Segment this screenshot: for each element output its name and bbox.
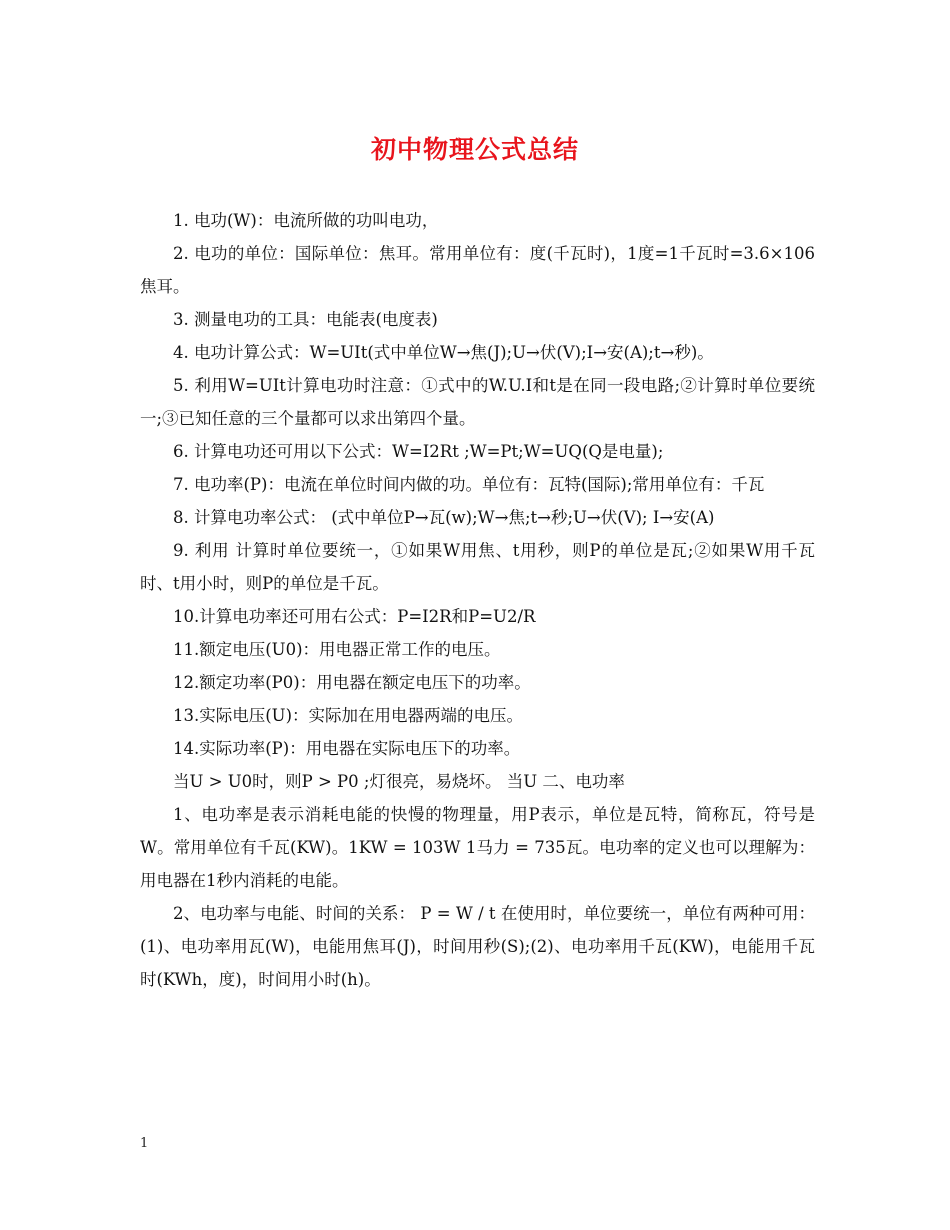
paragraph-5: 5. 利用W=UIt计算电功时注意：①式中的W.U.I和t是在同一段电路;②计算时单位要统一;③已知任意的三个量都可以求出第四个量。 — [140, 376, 815, 428]
paragraph-8: 8. 计算电功率公式： (式中单位P→瓦(w);W→焦;t→秒;U→伏(V); I→安(A) — [173, 508, 715, 527]
paragraph-10: 10.计算电功率还可用右公式：P=I2R和P=U2/R — [173, 607, 536, 626]
paragraph-13: 13.实际电压(U)：实际加在用电器两端的电压。 — [173, 706, 524, 725]
paragraph-7: 7. 电功率(P)：电流在单位时间内做的功。单位有：瓦特(国际);常用单位有：千瓦 — [173, 475, 765, 494]
page-number: 1 — [140, 1136, 149, 1151]
paragraph-11: 11.额定电压(U0)：用电器正常工作的电压。 — [173, 640, 501, 659]
paragraph-3: 3. 测量电功的工具：电能表(电度表) — [173, 310, 438, 329]
paragraph-2: 2. 电功的单位：国际单位：焦耳。常用单位有：度(千瓦时)，1度=1千瓦时=3.6×106焦耳。 — [140, 244, 815, 296]
paragraph-17: 2、电功率与电能、时间的关系： P = W / t 在使用时，单位要统一，单位有两种可用：(1)、电功率用瓦(W)，电能用焦耳(J)，时间用秒(S);(2)、电功率用千瓦(KW)，电能用千瓦时(KWh，度)，时间用小时(h)。 — [140, 904, 815, 989]
paragraph-6: 6. 计算电功还可用以下公式：W=I2Rt ;W=Pt;W=UQ(Q是电量); — [173, 442, 664, 461]
document-title: 初中物理公式总结 — [370, 135, 579, 164]
paragraph-4: 4. 电功计算公式：W=UIt(式中单位W→焦(J);U→伏(V);I→安(A);t→秒)。 — [173, 343, 714, 362]
paragraph-9: 9. 利用 计算时单位要统一，①如果W用焦、t用秒，则P的单位是瓦;②如果W用千瓦时、t用小时，则P的单位是千瓦。 — [140, 541, 815, 593]
paragraph-14: 14.实际功率(P)：用电器在实际电压下的功率。 — [173, 739, 521, 758]
paragraph-1: 1. 电功(W)：电流所做的功叫电功， — [173, 211, 439, 230]
document-body — [140, 204, 815, 996]
paragraph-15: 当U > U0时，则P > P0 ;灯很亮，易烧坏。 当U 二、电功率 — [173, 772, 625, 791]
paragraph-16: 1、电功率是表示消耗电能的快慢的物理量，用P表示，单位是瓦特，简称瓦，符号是W。常用单位有千瓦(KW)。1KW = 103W 1马力 = 735瓦。电功率的定义也可以理解为：用电器在1秒内消耗的电能。 — [140, 805, 815, 890]
paragraph-12: 12.额定功率(P0)：用电器在额定电压下的功率。 — [173, 673, 531, 692]
